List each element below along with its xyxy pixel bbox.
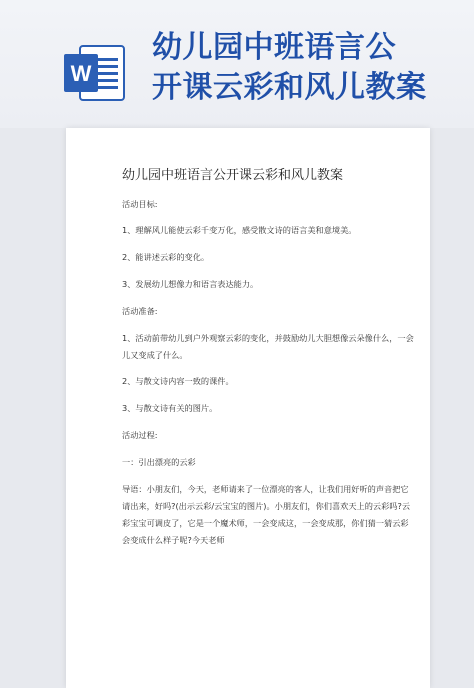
paragraph: 1、活动前带幼儿到户外观察云彩的变化，并鼓励幼儿大胆想像云朵像什么，一会儿又变成了什么。 <box>122 333 414 360</box>
document-page <box>66 128 430 688</box>
document-title: 幼儿园中班语言公开课云彩和风儿教案 <box>122 168 344 183</box>
paragraph: 3、发展幼儿想像力和语言表达能力。 <box>122 279 259 289</box>
svg-text:W: W <box>70 61 92 86</box>
paragraph: 一：引出漂亮的云彩 <box>122 457 196 467</box>
section-heading-goals: 活动目标: <box>122 199 158 209</box>
header-banner <box>0 0 474 128</box>
paragraph: 2、能讲述云彩的变化。 <box>122 252 210 262</box>
page-title-line-1: 幼儿园中班语言公 <box>152 30 396 65</box>
section-heading-process: 活动过程: <box>122 430 158 440</box>
section-heading-preparation: 活动准备: <box>122 306 158 316</box>
paragraph: 2、与散文诗内容一致的课件。 <box>122 376 234 386</box>
word-icon <box>62 40 128 106</box>
paragraph: 导语：小朋友们，今天，老师请来了一位漂亮的客人，让我们用好听的声音把它请出来，好吗?(出示云彩/云宝宝的图片)。小朋友们，你们喜欢天上的云彩吗?云彩宝宝可调皮了，它是一个魔术师，一会变成这，一会变成那，你们猜一猜云彩会变成什么样子呢?今天老师 <box>122 484 411 545</box>
page-title-line-2: 开课云彩和风儿教案 <box>152 70 427 105</box>
paragraph: 3、与散文诗有关的图片。 <box>122 403 218 413</box>
paragraph: 1、理解风儿能使云彩千变万化，感受散文诗的语言美和意境美。 <box>122 225 357 235</box>
